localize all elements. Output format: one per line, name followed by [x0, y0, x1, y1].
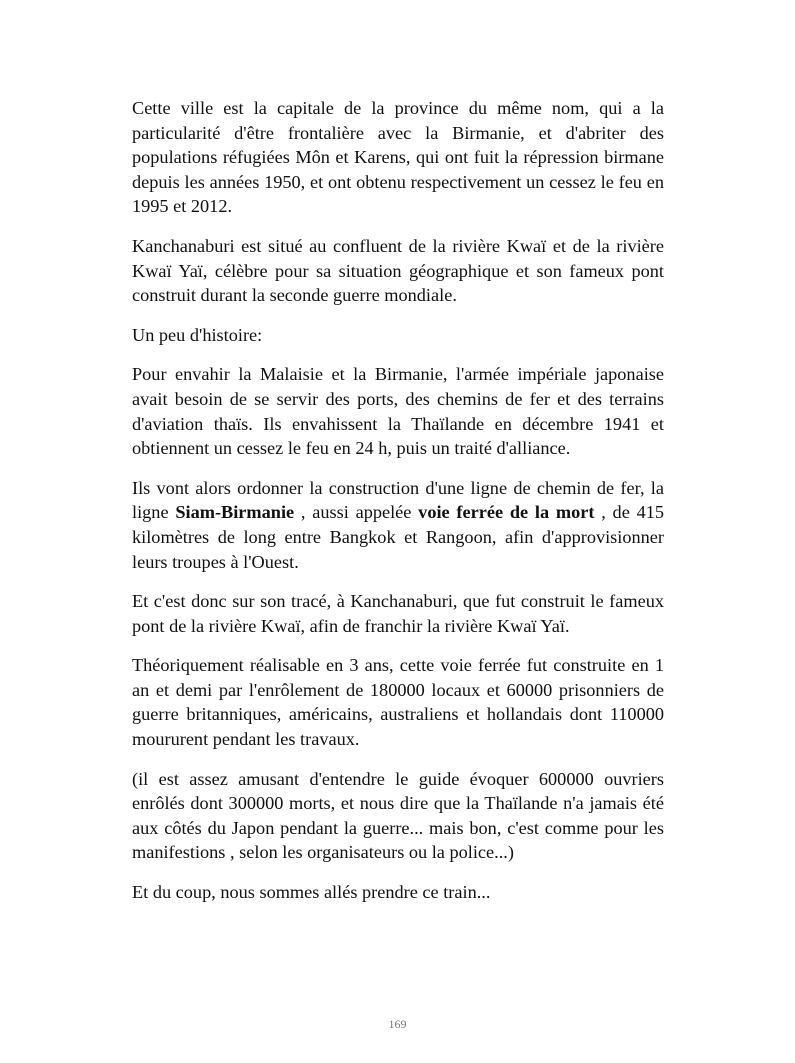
- paragraph-province: Cette ville est la capitale de la province du même nom, qui a la particularité d'être frontalière avec la Birmanie, et d'abriter des populations réfugiées Môn et Karens, qui ont fuit la répression birmane depuis les années 1950, et ont obtenu respectivement un cessez le feu en 1995 et 2012.: [132, 98, 664, 217]
- railway-name-bold: Siam-Birmanie: [175, 502, 295, 523]
- paragraph-conclusion: Et du coup, nous sommes allés prendre ce train...: [132, 882, 491, 903]
- page-number: 169: [388, 1017, 407, 1031]
- paragraph-invasion: Pour envahir la Malaisie et la Birmanie, l'armée impériale japonaise avait besoin de se servir des ports, des chemins de fer et des terrains d'aviation thaïs. Ils envahissent la Thaïlande en décembre 1941 et obtiennent un cessez le feu en 24 h, puis un traité d'alliance.: [132, 364, 664, 459]
- paragraph-construction: Théoriquement réalisable en 3 ans, cette voie ferrée fut construite en 1 an et demi par l'enrôlement de 180000 locaux et 60000 prisonniers de guerre britanniques, américains, australiens et hollandais dont 110000 moururent pendant les travaux.: [132, 655, 664, 750]
- railway-text-2: , aussi appelée: [294, 502, 419, 523]
- paragraph-history-heading: Un peu d'histoire:: [132, 324, 263, 345]
- railway-text-1: Ils vont alors ordonner la construction d'une ligne de chemin de fer, la ligne: [132, 477, 664, 523]
- paragraph-railway: [132, 476, 664, 574]
- page-body: [132, 96, 664, 920]
- death-railway-bold: voie ferrée de la mort: [418, 502, 595, 523]
- paragraph-confluence: Kanchanaburi est situé au confluent de la rivière Kwaï et de la rivière Kwaï Yaï, célèbre pour sa situation géographique et son fameux pont construit durant la seconde guerre mondiale.: [132, 235, 664, 306]
- paragraph-bridge: Et c'est donc sur son tracé, à Kanchanaburi, que fut construit le fameux pont de la rivière Kwaï, afin de franchir la rivière Kwaï Yaï.: [132, 591, 664, 636]
- railway-text-3: , de 415 kilomètres de long entre Bangkok et Rangoon, afin d'approvisionner leurs troupes à l'Ouest.: [132, 502, 664, 572]
- paragraph-guide-remark: (il est assez amusant d'entendre le guide évoquer 600000 ouvriers enrôlés dont 300000 morts, et nous dire que la Thaïlande n'a jamais été aux côtés du Japon pendant la guerre... mais bon, c'est comme pour les manifestions , selon les organisateurs ou la police...): [132, 768, 664, 863]
